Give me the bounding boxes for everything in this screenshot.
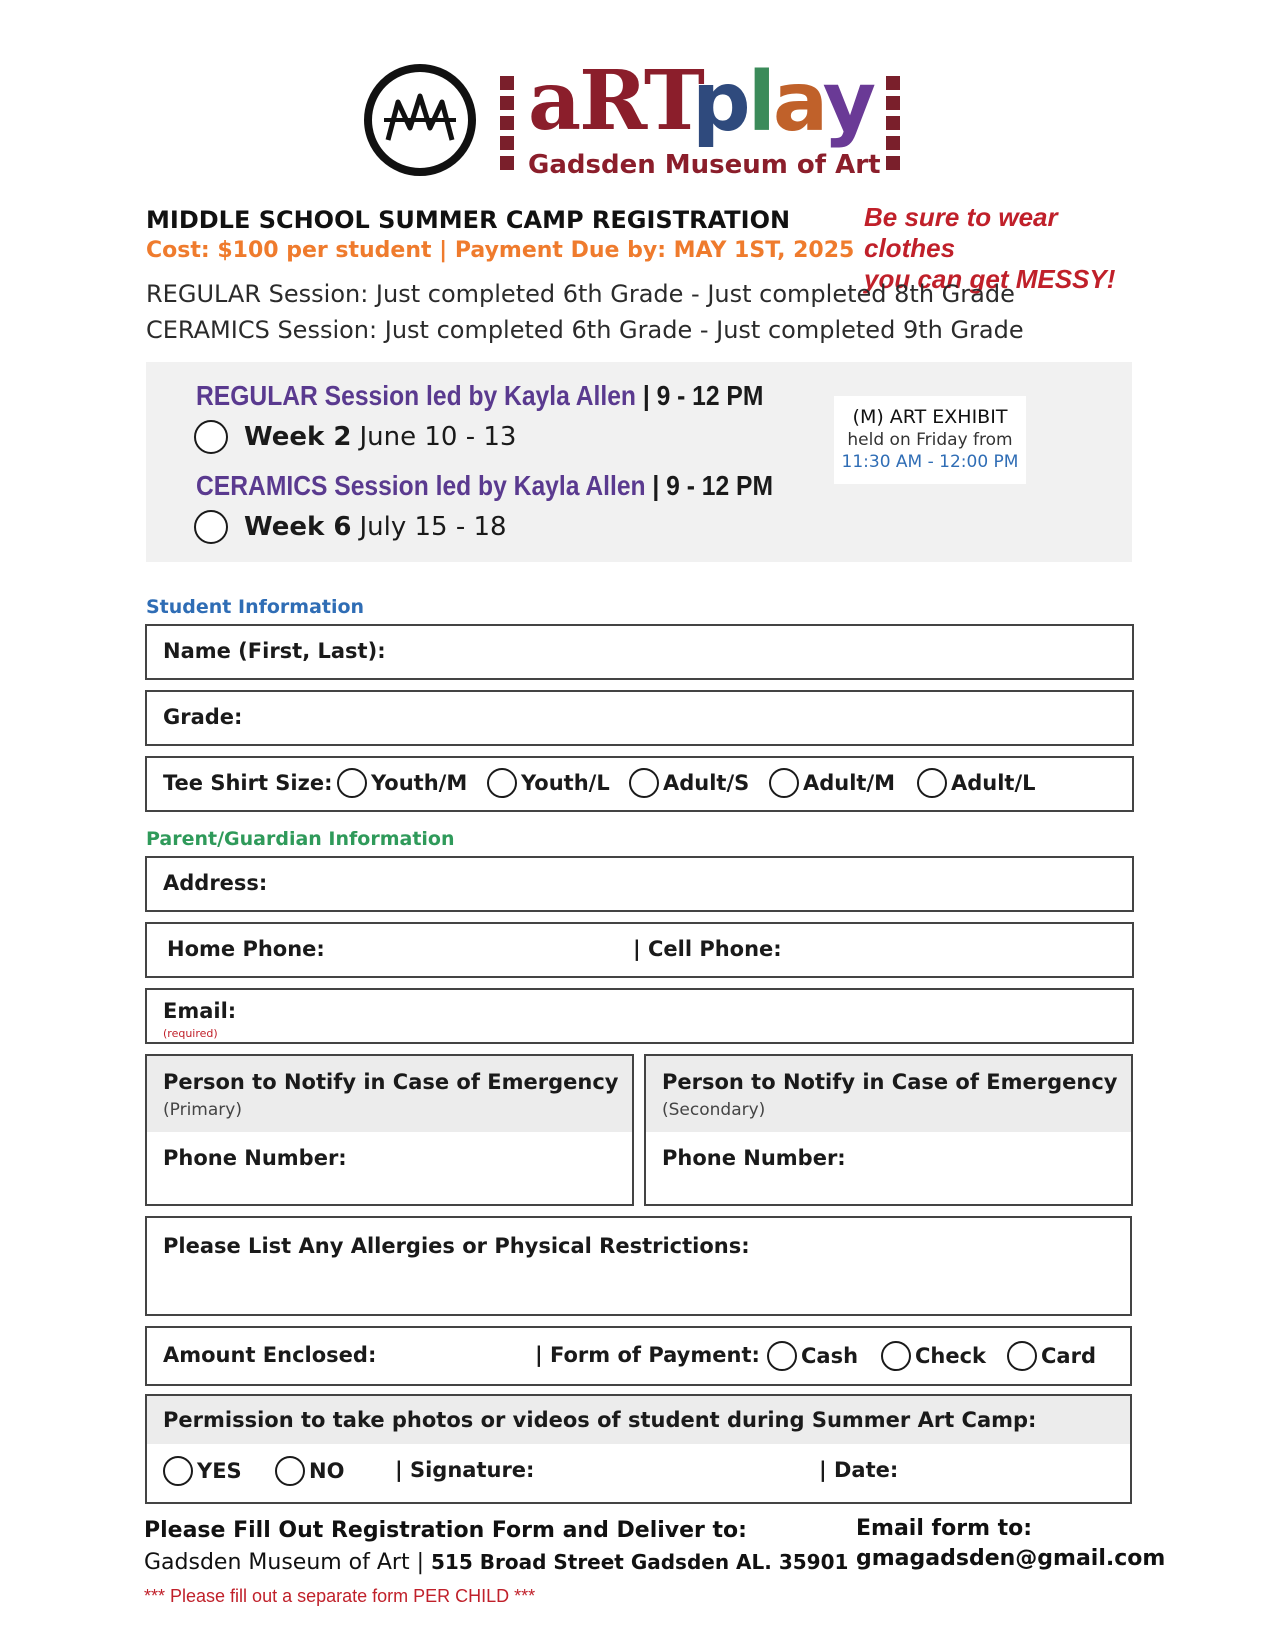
session-leader: CERAMICS Session led by Kayla Allen (196, 470, 646, 501)
cell-phone-label: | Cell Phone: (633, 937, 782, 961)
date-label[interactable]: | Date: (819, 1458, 899, 1482)
shirt-option-youth-l[interactable] (487, 768, 610, 798)
deliver-heading: Please Fill Out Registration Form and Deliver to: (144, 1518, 747, 1543)
radio-circle-icon[interactable] (629, 768, 659, 798)
photo-option-no[interactable] (275, 1456, 344, 1486)
museum-logo-icon (362, 62, 478, 178)
radio-circle-icon[interactable] (194, 420, 228, 454)
shirt-option-adult-l[interactable] (917, 768, 1036, 798)
shirt-option-adult-m[interactable] (769, 768, 895, 798)
exhibit-when: held on Friday from (847, 430, 1013, 450)
week-label: Week 2 (244, 422, 352, 452)
emergency-primary-tag: (Primary) (163, 1100, 242, 1120)
exhibit-time: 11:30 AM - 12:00 PM (841, 452, 1019, 472)
phone-field[interactable] (145, 922, 1134, 978)
student-info-heading: Student Information (146, 596, 365, 618)
session-box (146, 362, 1132, 562)
name-field[interactable] (145, 624, 1134, 680)
week-dates: June 10 - 13 (359, 422, 517, 452)
photo-permission-label: Permission to take photos or videos of student during Summer Art Camp: (163, 1408, 1037, 1432)
deliver-address-line (144, 1550, 848, 1575)
shirt-size-field (145, 756, 1134, 812)
regular-session-title (196, 380, 763, 412)
phone-number-label: Phone Number: (163, 1146, 347, 1170)
radio-circle-icon[interactable] (487, 768, 517, 798)
radio-circle-icon[interactable] (767, 1341, 797, 1371)
emergency-secondary-tag: (Secondary) (662, 1100, 766, 1120)
grade-label: Grade: (163, 705, 243, 729)
allergies-field[interactable] (145, 1216, 1132, 1316)
address-label: Address: (163, 871, 268, 895)
payment-option-label: Check (915, 1344, 987, 1368)
shirt-option-adult-s[interactable] (629, 768, 749, 798)
radio-circle-icon[interactable] (163, 1456, 193, 1486)
photo-option-label: NO (309, 1459, 345, 1483)
shirt-option-label: Adult/L (951, 771, 1036, 795)
session-leader: REGULAR Session led by Kayla Allen (196, 380, 636, 411)
emergency-label: Person to Notify in Case of Emergency (163, 1070, 619, 1094)
email-label: Email: (163, 999, 237, 1023)
shirt-size-label: Tee Shirt Size: (163, 771, 333, 795)
session-time: 9 - 12 PM (656, 380, 764, 411)
ceramics-week-option[interactable] (194, 510, 507, 544)
shirt-option-label: Youth/M (371, 771, 468, 795)
per-child-note: *** Please fill out a separate form PER CHILD *** (144, 1586, 536, 1606)
brand-word-play (692, 55, 874, 150)
email-field[interactable] (145, 988, 1134, 1044)
exhibit-notice (834, 396, 1026, 484)
email-address-link[interactable]: gmagadsden@gmail.com (856, 1546, 1166, 1571)
address-separator: | (409, 1550, 432, 1575)
week-dates: July 15 - 18 (359, 512, 507, 542)
payment-option-cash[interactable] (767, 1341, 858, 1371)
signature-label[interactable]: | Signature: (395, 1458, 535, 1482)
radio-circle-icon[interactable] (194, 510, 228, 544)
phone-number-label: Phone Number: (662, 1146, 846, 1170)
amount-enclosed-label: Amount Enclosed: (163, 1343, 377, 1367)
regular-week-option[interactable] (194, 420, 516, 454)
photo-option-label: YES (197, 1459, 242, 1483)
shirt-option-label: Youth/L (521, 771, 610, 795)
payment-option-check[interactable] (881, 1341, 986, 1371)
session-separator: | (645, 470, 667, 501)
logo-stripe-right (886, 76, 900, 176)
payment-option-label: Cash (801, 1344, 859, 1368)
eligibility-regular: REGULAR Session: Just completed 6th Grade - Just completed 8th Grade (146, 280, 1015, 308)
grade-field[interactable] (145, 690, 1134, 746)
logo-stripe-left (500, 76, 514, 176)
exhibit-title: (M) ART EXHIBIT (852, 406, 1008, 428)
payment-option-card[interactable] (1007, 1341, 1096, 1371)
photo-option-yes[interactable] (163, 1456, 242, 1486)
deliver-address: 515 Broad Street Gadsden AL. 35901 (431, 1550, 849, 1574)
name-label: Name (First, Last): (163, 639, 386, 663)
brand-play-letter: y (822, 55, 874, 150)
brand-play-letter: p (692, 55, 748, 150)
email-required-note: (required) (163, 1027, 218, 1040)
page-title: MIDDLE SCHOOL SUMMER CAMP REGISTRATION (146, 206, 791, 234)
week-label: Week 6 (244, 512, 352, 542)
radio-circle-icon[interactable] (769, 768, 799, 798)
payment-form-label: | Form of Payment: (535, 1343, 760, 1367)
home-phone-label: Home Phone: (167, 937, 325, 961)
shirt-option-youth-m[interactable] (337, 768, 467, 798)
cost-line: Cost: $100 per student | Payment Due by: MAY 1ST, 2025 (146, 238, 855, 263)
radio-circle-icon[interactable] (881, 1341, 911, 1371)
email-heading: Email form to: (856, 1516, 1033, 1541)
brand-org-name: Gadsden Museum of Art (528, 150, 881, 180)
brand-play-letter: l (747, 55, 773, 150)
allergies-label: Please List Any Allergies or Physical Restrictions: (163, 1234, 750, 1258)
brand-word-art: aRT (528, 53, 703, 149)
emergency-secondary-header (646, 1056, 1131, 1132)
emergency-primary-field[interactable] (145, 1054, 634, 1206)
address-field[interactable] (145, 856, 1134, 912)
ceramics-session-title (196, 470, 773, 502)
radio-circle-icon[interactable] (1007, 1341, 1037, 1371)
eligibility-ceramics: CERAMICS Session: Just completed 6th Grade - Just completed 9th Grade (146, 316, 1024, 344)
emergency-secondary-field[interactable] (644, 1054, 1133, 1206)
parent-info-heading: Parent/Guardian Information (146, 828, 455, 850)
messy-note-line: Be sure to wear clothes (864, 202, 1058, 263)
messy-note-line: you can get MESSY! (864, 264, 1116, 294)
shirt-option-label: Adult/S (663, 771, 750, 795)
payment-field (145, 1326, 1132, 1386)
radio-circle-icon[interactable] (275, 1456, 305, 1486)
shirt-option-label: Adult/M (803, 771, 896, 795)
payment-option-label: Card (1041, 1344, 1096, 1368)
session-time: 9 - 12 PM (666, 470, 774, 501)
radio-circle-icon[interactable] (917, 768, 947, 798)
deliver-org: Gadsden Museum of Art (144, 1550, 410, 1575)
photo-permission-field (145, 1394, 1132, 1504)
brand-play-letter: a (772, 55, 823, 150)
emergency-label: Person to Notify in Case of Emergency (662, 1070, 1118, 1094)
emergency-primary-header (147, 1056, 632, 1132)
radio-circle-icon[interactable] (337, 768, 367, 798)
session-separator: | (635, 380, 657, 411)
